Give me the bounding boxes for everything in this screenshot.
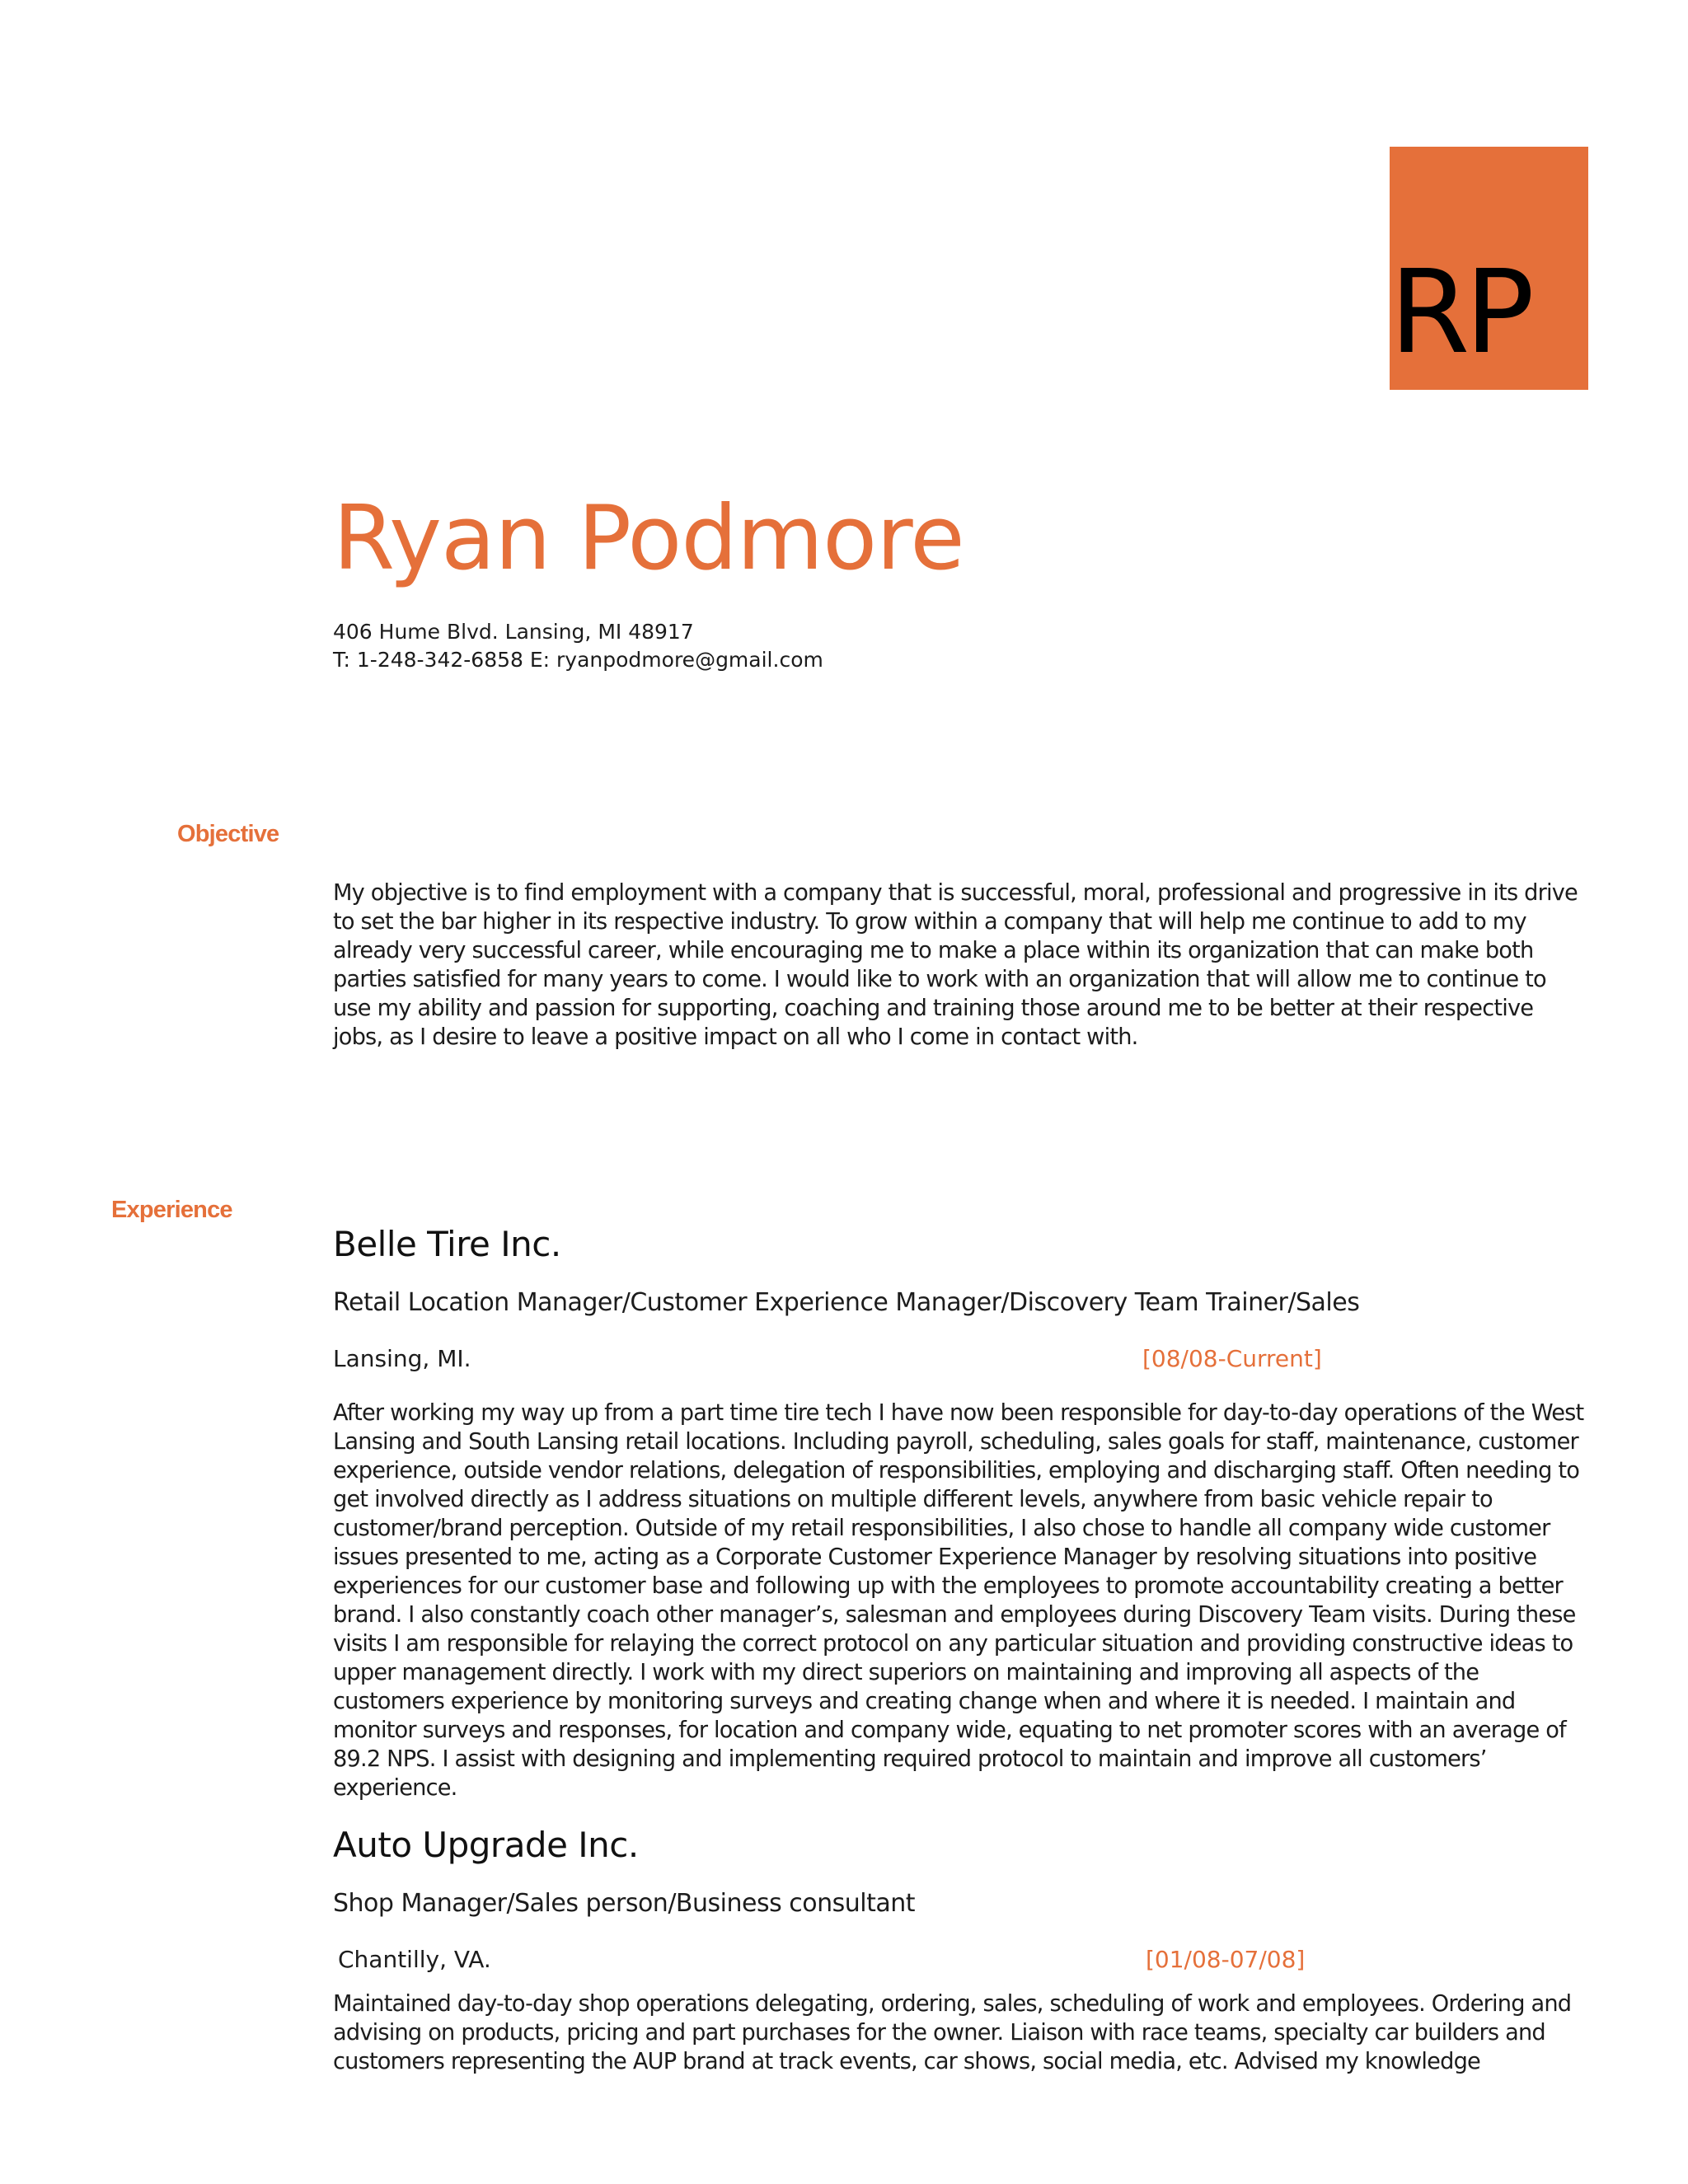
job-location: Lansing, MI.: [333, 1345, 471, 1372]
monogram-initials: RP: [1390, 246, 1530, 380]
job-role: Retail Location Manager/Customer Experience Manager/Discovery Team Trainer/Sales: [333, 1288, 1360, 1317]
address-line: 406 Hume Blvd. Lansing, MI 48917: [333, 620, 694, 644]
job-role: Shop Manager/Sales person/Business consultant: [333, 1889, 916, 1918]
job-dates: [01/08-07/08]: [1146, 1946, 1306, 1973]
contact-block: [333, 618, 823, 674]
job-company: Belle Tire Inc.: [333, 1224, 561, 1264]
job-description: After working my way up from a part time tire tech I have now been responsible for day-to-day operations of the West Lansing and South Lansing retail locations. Including payroll, scheduling, sales goals for staff, maintenance, customer experience, outside vendor relations, delegation of responsibilities, employing and discharging staff. Often needing to get involved directly as I address situations on multiple different levels, anywhere from basic vehicle repair to customer/brand perception. Outside of my retail responsibilities, I also chose to handle all company wide customer issues presented to me, acting as a Corporate Customer Experience Manager by resolving situations into positive experiences for our customer base and following up with the employees to promote accountability creating a better brand. I also constantly coach other manager’s, salesman and employees during Discovery Team visits. During these visits I am responsible for relaying the correct protocol on any particular situation and providing constructive ideas to upper management directly. I work with my direct superiors on maintaining and improving all aspects of the customers experience by monitoring surveys and creating change when and where it is needed. I maintain and monitor surveys and responses, for location and company wide, equating to net promoter scores with an average of 89.2 NPS. I assist with designing and implementing required protocol to maintain and improve all customers’ experience.: [333, 1400, 1584, 1801]
phone-email-line: T: 1-248-342-6858 E: ryanpodmore@gmail.com: [333, 648, 823, 672]
objective-text: My objective is to find employment with a company that is successful, moral, professional and progressive in its drive to set the bar higher in its respective industry. To grow within a company that will help me continue to add to my already very successful career, while encouraging me to make a place within its organization that can make both parties satisfied for many years to come. I would like to work with an organization that will allow me to continue to use my ability and passion for supporting, coaching and training those around me to be better at their respective jobs, as I desire to leave a positive impact on all who I come in contact with.: [333, 880, 1578, 1050]
objective-heading: Objective: [177, 821, 279, 847]
candidate-name: Ryan Podmore: [333, 487, 964, 590]
experience-heading: Experience: [111, 1197, 232, 1223]
job-company: Auto Upgrade Inc.: [333, 1825, 639, 1865]
job-description: Maintained day-to-day shop operations delegating, ordering, sales, scheduling of work and employees. Ordering and advising on products, pricing and part purchases for the owner. Liaison with race teams, specialty car builders and customers representing the AUP brand at track events, car shows, social media, etc. Advised my knowledge: [333, 1991, 1572, 2074]
job-dates: [08/08-Current]: [1142, 1345, 1322, 1372]
job-location: Chantilly, VA.: [338, 1946, 491, 1973]
